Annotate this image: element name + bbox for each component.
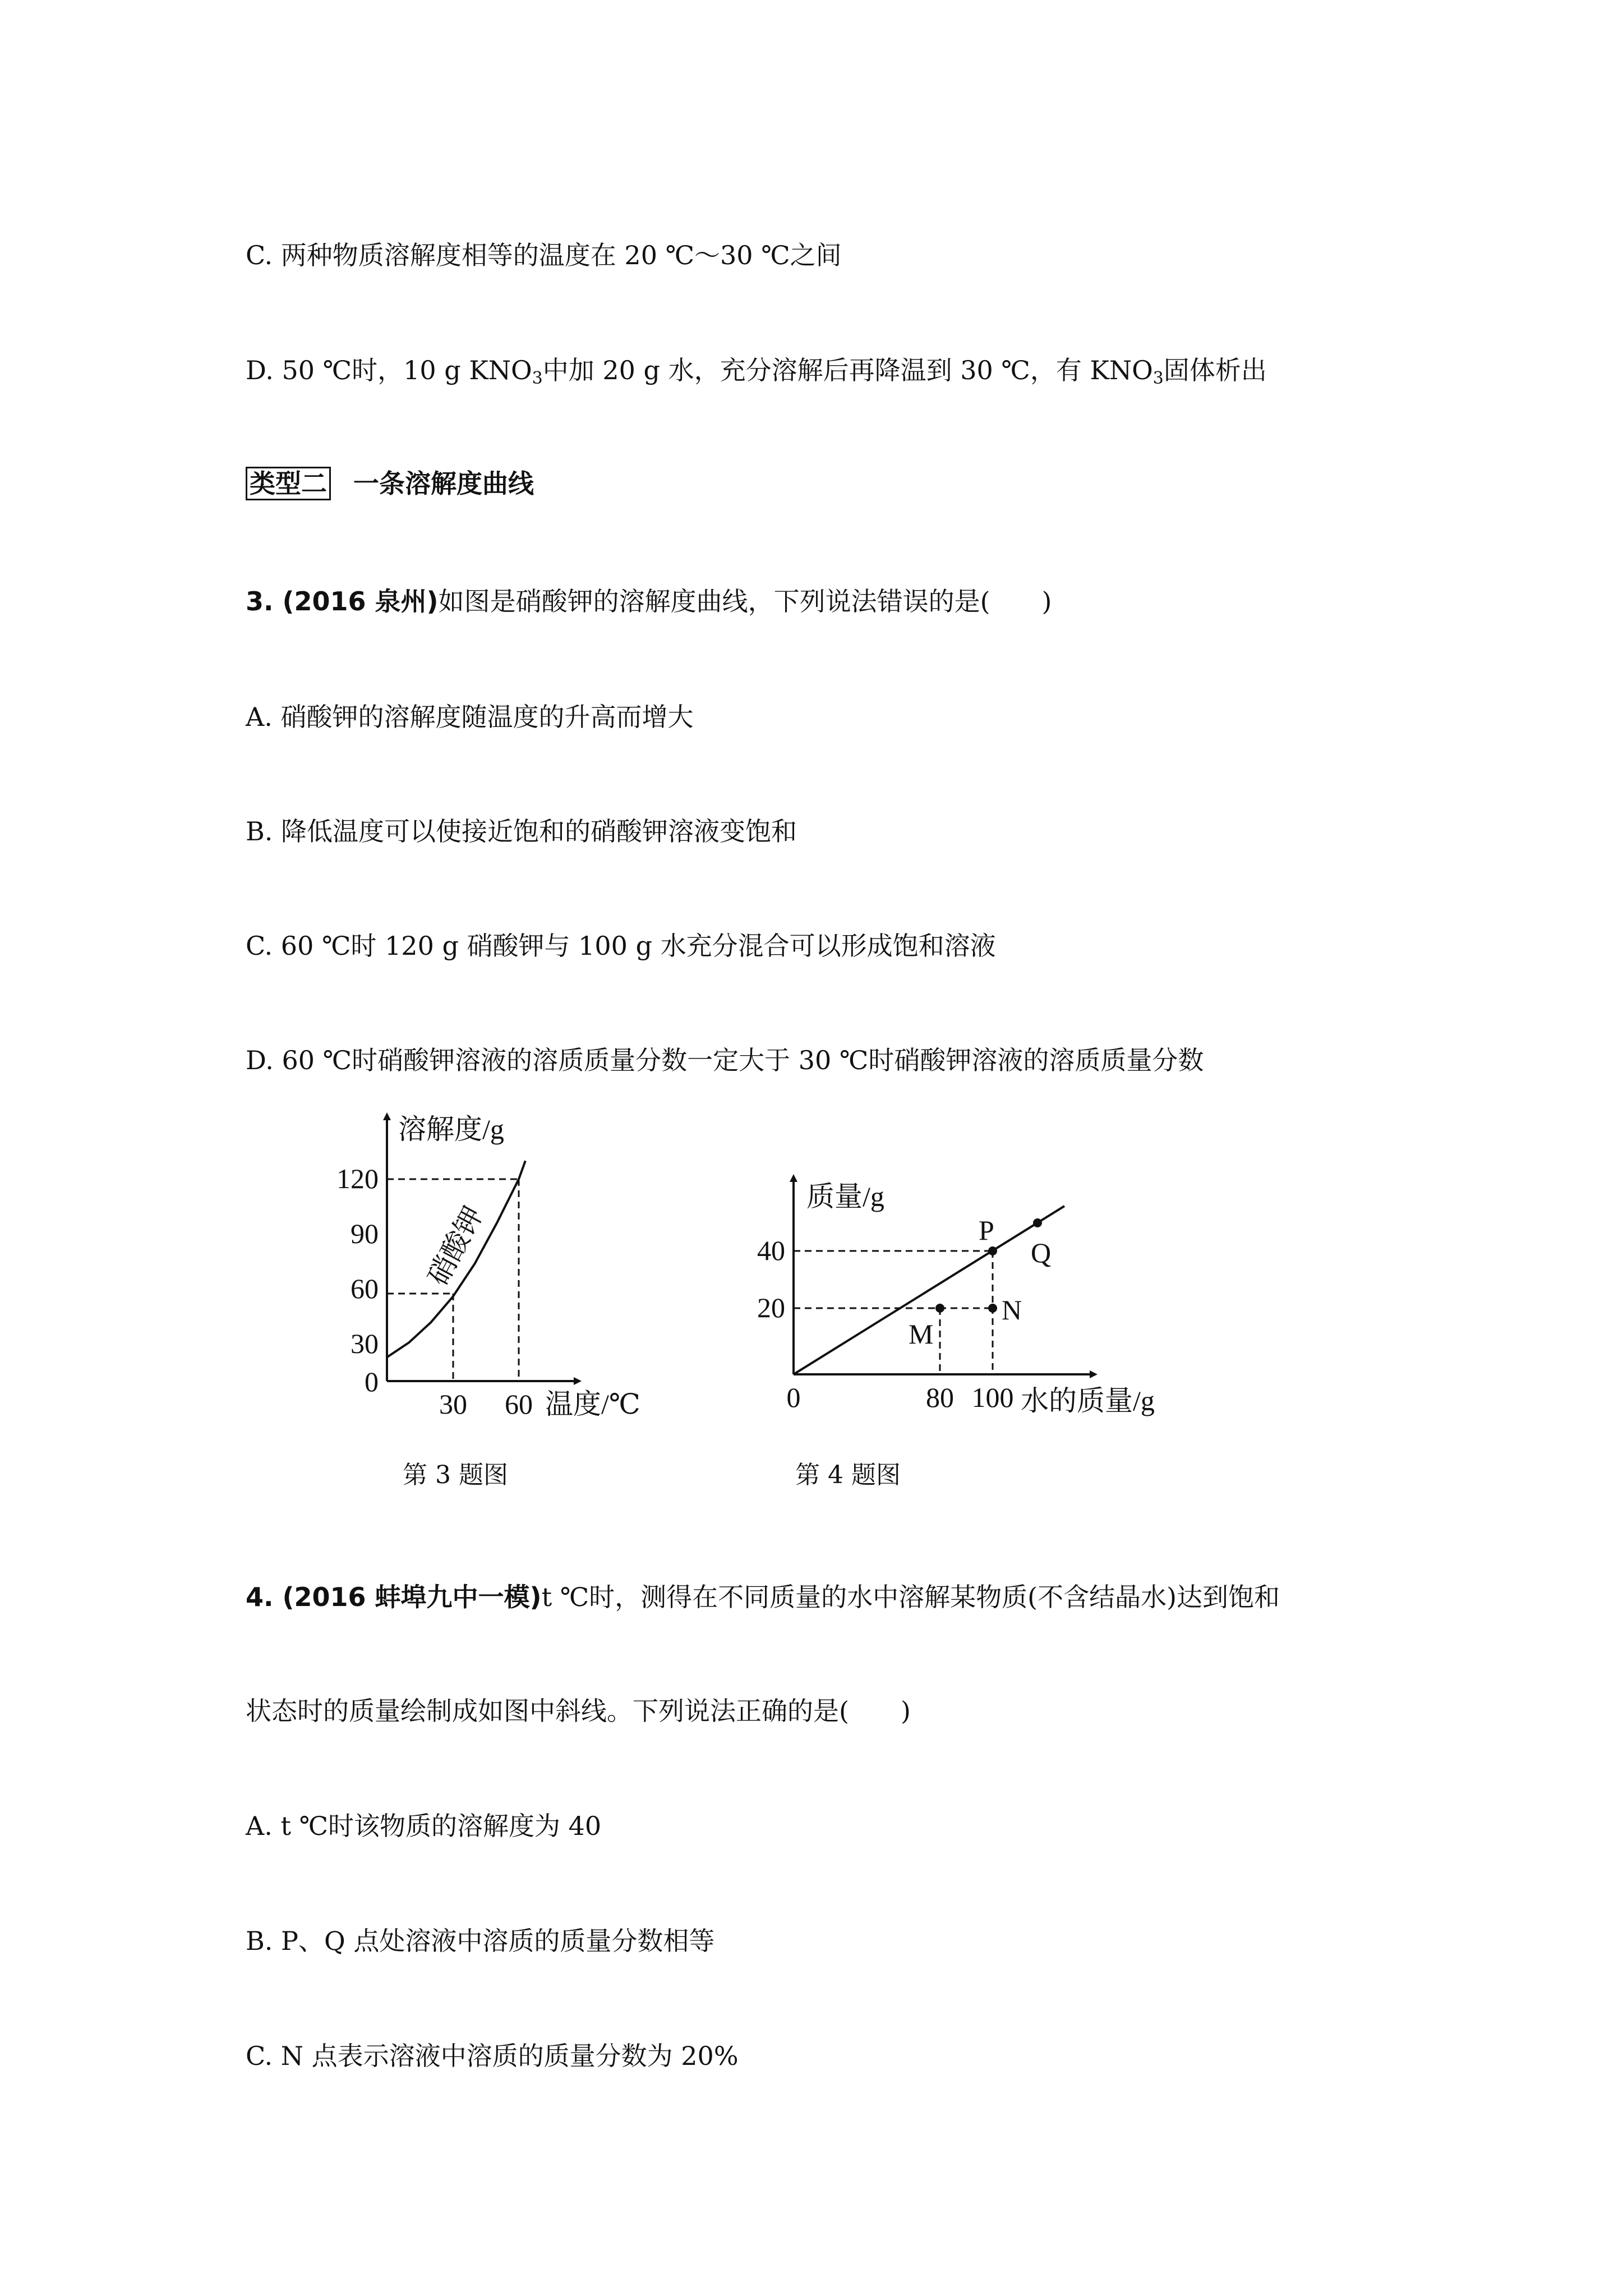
question-4-stem: t ℃时，测得在不同质量的水中溶解某物质(不含结晶水)达到饱和 (541, 1582, 1280, 1612)
fig4-x-label: 水的质量/g (1021, 1385, 1155, 1416)
question-3-stem: 如图是硝酸钾的溶解度曲线，下列说法错误的是( ) (438, 586, 1052, 616)
fig4-ytick-20: 20 (757, 1292, 785, 1323)
fig4-ytick-40: 40 (757, 1235, 785, 1266)
option-d-text-1: D. 50 ℃时，10 g KNO (246, 355, 532, 385)
fig3-xtick-30: 30 (439, 1388, 467, 1420)
section-heading (246, 467, 534, 500)
option-d-text-2: 中加 20 g 水，充分溶解后再降温到 30 ℃，有 KNO (542, 355, 1153, 385)
question-4-stem-2: 状态时的质量绘制成如图中斜线。下列说法正确的是( ) (246, 1696, 911, 1726)
fig4-label-m: M (909, 1318, 934, 1350)
fig4-point-q (1033, 1218, 1042, 1227)
question-4-option-c: C. N 点表示溶液中溶质的质量分数为 20% (246, 2041, 739, 2071)
fig3-ytick-120: 120 (336, 1163, 379, 1194)
question-4-source: 4. (2016 蚌埠九中一模) (246, 1582, 542, 1612)
question-4-option-b: B. P、Q 点处溶液中溶质的质量分数相等 (246, 1926, 715, 1956)
fig4-label-n: N (1002, 1294, 1022, 1326)
fig4-label-p: P (979, 1214, 994, 1246)
figure-4-chart (740, 1161, 1189, 1430)
fig4-xtick-100: 100 (971, 1382, 1014, 1413)
question-3 (246, 585, 1052, 618)
question-4-option-a: A. t ℃时该物质的溶解度为 40 (246, 1811, 602, 1841)
fig4-point-n (988, 1304, 997, 1313)
subscript-3: 3 (532, 369, 543, 388)
question-4 (246, 1580, 1280, 1614)
figure-3-caption: 第 3 题图 (403, 1461, 508, 1489)
type-title: 一条溶解度曲线 (353, 468, 534, 499)
option-d-text-3: 固体析出 (1163, 355, 1267, 385)
fig4-point-m (935, 1304, 944, 1313)
fig3-y-label: 溶解度/g (398, 1114, 504, 1145)
question-3-option-d: D. 60 ℃时硝酸钾溶液的溶质质量分数一定大于 30 ℃时硝酸钾溶液的溶质质量分数 (246, 1045, 1204, 1075)
question-3-source: 3. (2016 泉州) (246, 586, 439, 616)
option-d-prev (246, 353, 1267, 387)
subscript-3b: 3 (1152, 369, 1164, 388)
fig3-ytick-0: 0 (365, 1366, 379, 1397)
fig4-label-q: Q (1031, 1237, 1052, 1268)
type-label: 类型二 (246, 467, 331, 500)
question-3-option-c: C. 60 ℃时 120 g 硝酸钾与 100 g 水充分混合可以形成饱和溶液 (246, 931, 996, 961)
figure-3-chart (314, 1099, 673, 1436)
figure-4-caption: 第 4 题图 (795, 1461, 901, 1489)
fig4-origin: 0 (786, 1382, 801, 1413)
fig3-xtick-60: 60 (505, 1388, 533, 1420)
question-3-option-a: A. 硝酸钾的溶解度随温度的升高而增大 (246, 702, 694, 732)
fig3-ytick-30: 30 (351, 1328, 379, 1359)
fig3-x-label: 温度/℃ (545, 1388, 640, 1420)
fig4-y-label: 质量/g (806, 1181, 884, 1212)
fig4-point-p (988, 1246, 997, 1255)
fig3-ytick-90: 90 (351, 1218, 379, 1249)
fig3-curve-label: 硝酸钾 (422, 1201, 490, 1291)
option-c-prev: C. 两种物质溶解度相等的温度在 20 ℃～30 ℃之间 (246, 240, 842, 270)
fig4-xtick-80: 80 (926, 1382, 954, 1413)
question-3-option-b: B. 降低温度可以使接近饱和的硝酸钾溶液变饱和 (246, 816, 797, 846)
fig3-ytick-60: 60 (351, 1273, 379, 1304)
